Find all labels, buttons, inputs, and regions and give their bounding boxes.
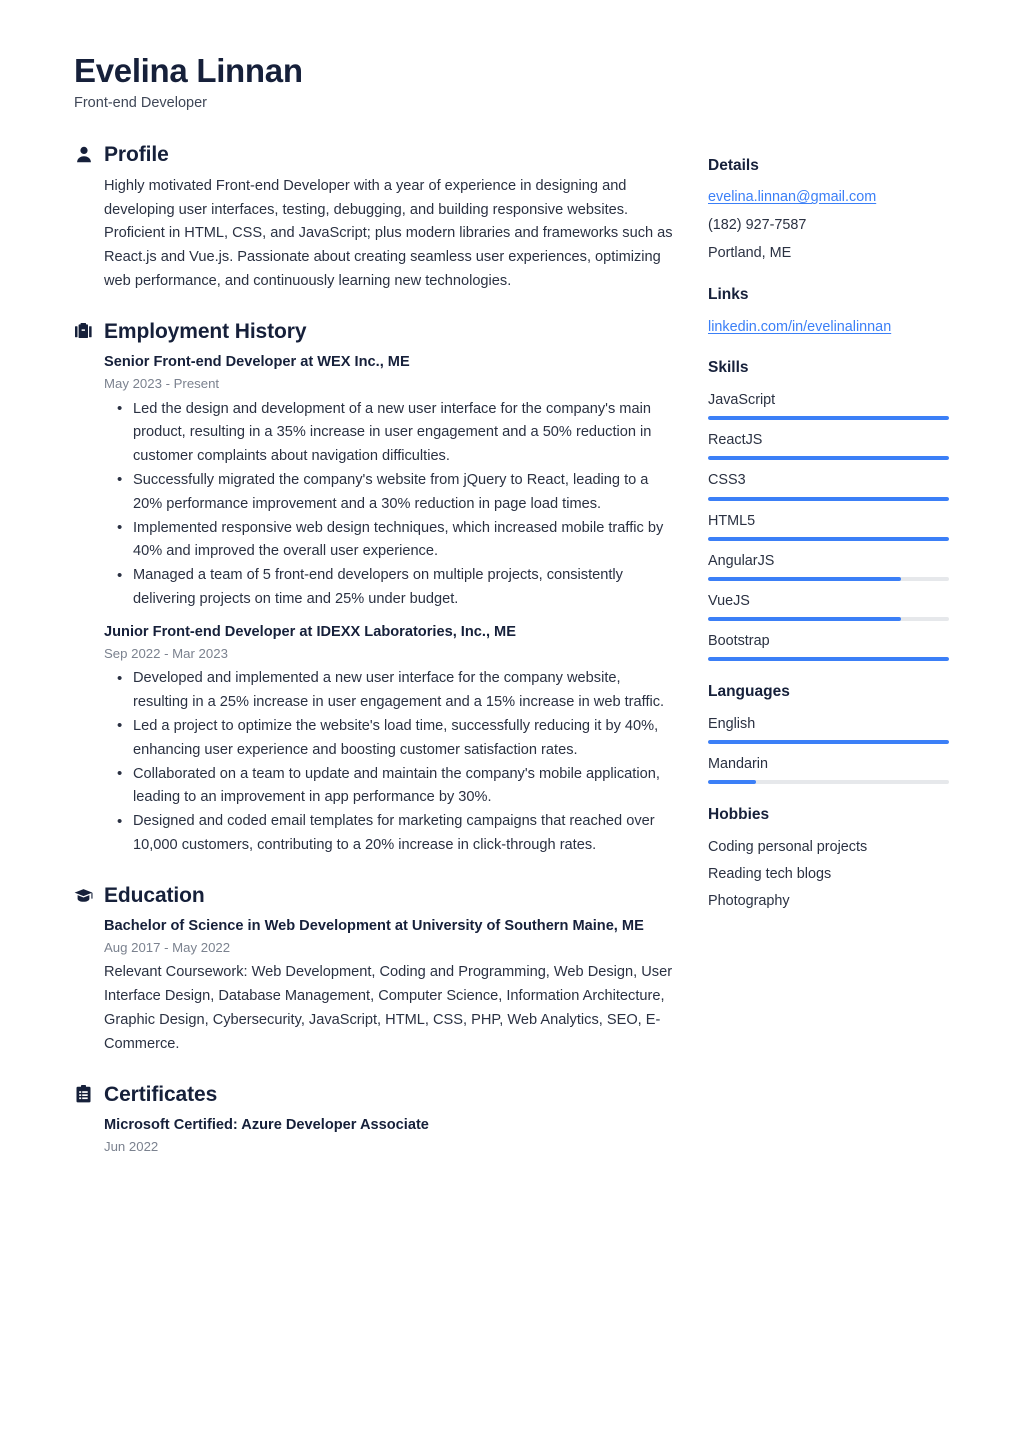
skill-level-fill bbox=[708, 416, 949, 420]
resume-header bbox=[74, 52, 950, 113]
detail-location: Portland, ME bbox=[708, 245, 792, 262]
section-certificates bbox=[74, 1083, 674, 1157]
sidebar-languages bbox=[708, 683, 950, 784]
skill-item bbox=[708, 430, 950, 460]
clipboard-icon bbox=[74, 1083, 93, 1105]
hobby-item: Reading tech blogs bbox=[708, 865, 832, 882]
list-item: • Implemented responsive web design techniques, which increased mobile traffic by 40% and improved the overall user experience. bbox=[133, 517, 674, 565]
certificate-entry bbox=[104, 1115, 674, 1157]
skill-level-fill bbox=[708, 456, 949, 460]
sidebar-hobbies-title: Hobbies bbox=[708, 806, 770, 824]
skill-level-fill bbox=[708, 617, 901, 621]
main-column bbox=[74, 143, 674, 1163]
sidebar-languages-title: Languages bbox=[708, 683, 790, 701]
employment-entry-bullets bbox=[104, 398, 674, 612]
candidate-name: Evelina Linnan bbox=[74, 52, 303, 89]
skill-level-track bbox=[708, 416, 949, 420]
education-entry-date: Aug 2017 - May 2022 bbox=[104, 940, 231, 956]
section-employment bbox=[74, 320, 674, 858]
detail-phone: (182) 927-7587 bbox=[708, 217, 807, 234]
language-item bbox=[708, 754, 950, 784]
list-item: • Developed and implemented a new user interface for the company website, resulting in a 25% increase in user engagement and a 15% increase in web traffic. bbox=[133, 667, 674, 715]
profile-text: Highly motivated Front-end Developer with a year of experience in designing and developing user interfaces, testing, debugging, and building responsive websites. Proficient in HTML, CSS, and JavaScript; plus modern libraries and frameworks such as React.js and Vue.js. Passionate about creating seamless user experiences, optimizing web performance, and continuously learning new technologies. bbox=[104, 177, 673, 289]
section-profile-header bbox=[74, 143, 674, 166]
skill-label: VueJS bbox=[708, 592, 750, 609]
sidebar bbox=[708, 143, 950, 934]
skill-label: HTML5 bbox=[708, 512, 756, 529]
section-employment-header bbox=[74, 320, 674, 343]
candidate-job-title: Front-end Developer bbox=[74, 94, 207, 111]
skill-level-track bbox=[708, 657, 949, 661]
education-entry bbox=[104, 916, 674, 1057]
hobby-item: Coding personal projects bbox=[708, 838, 868, 855]
person-icon bbox=[74, 143, 93, 165]
employment-entry-date: Sep 2022 - Mar 2023 bbox=[104, 646, 228, 662]
section-profile-title: Profile bbox=[104, 142, 169, 166]
section-profile-body bbox=[74, 175, 674, 294]
list-item: • Managed a team of 5 front-end developers on multiple projects, consistently delivering projects on time and 25% under budget. bbox=[133, 564, 674, 612]
email-link[interactable]: evelina.linnan@gmail.com bbox=[708, 189, 877, 206]
skill-level-track bbox=[708, 617, 949, 621]
language-label: Mandarin bbox=[708, 755, 768, 772]
education-entry-title: Bachelor of Science in Web Development at University of Southern Maine, ME bbox=[104, 917, 644, 934]
linkedin-link[interactable]: linkedin.com/in/evelinalinnan bbox=[708, 318, 892, 335]
graduation-cap-icon bbox=[74, 884, 93, 906]
section-education bbox=[74, 884, 674, 1057]
detail-email-row bbox=[708, 187, 950, 208]
language-level-fill bbox=[708, 780, 756, 784]
certificate-entry-title: Microsoft Certified: Azure Developer Associate bbox=[104, 1116, 429, 1133]
employment-entry bbox=[104, 352, 674, 612]
skill-level-fill bbox=[708, 577, 901, 581]
skill-label: CSS3 bbox=[708, 472, 746, 489]
skill-item bbox=[708, 631, 950, 661]
employment-entry-date: May 2023 - Present bbox=[104, 376, 220, 392]
skill-item bbox=[708, 390, 950, 420]
hobby-item: Photography bbox=[708, 893, 790, 909]
link-row bbox=[708, 317, 950, 338]
sidebar-details-title: Details bbox=[708, 156, 759, 174]
education-entry-description: Relevant Coursework: Web Development, Coding and Programming, Web Design, User Interface Design, Database Management, Computer Science, Information Architecture, Graphic Design, Cybersecurity, JavaScript, HTML, CSS, PHP, Web Analytics, SEO, E-Commerce. bbox=[104, 964, 673, 1052]
language-level-fill bbox=[708, 740, 949, 744]
language-item bbox=[708, 714, 950, 744]
section-education-body bbox=[74, 916, 674, 1057]
skill-label: ReactJS bbox=[708, 432, 763, 449]
skill-level-fill bbox=[708, 537, 949, 541]
section-certificates-header bbox=[74, 1083, 674, 1106]
section-employment-title: Employment History bbox=[104, 319, 307, 343]
list-item: • Collaborated on a team to update and maintain the company's mobile application, leading to an improvement in app performance by 30%. bbox=[133, 763, 674, 811]
language-level-track bbox=[708, 780, 949, 784]
sidebar-hobbies bbox=[708, 806, 950, 912]
employment-entry-bullets bbox=[104, 667, 674, 857]
employment-entry bbox=[104, 622, 674, 858]
sidebar-details bbox=[708, 157, 950, 264]
skill-level-track bbox=[708, 497, 949, 501]
skill-level-track bbox=[708, 577, 949, 581]
list-item: • Successfully migrated the company's website from jQuery to React, leading to a 20% performance improvement and a 30% reduction in page load times. bbox=[133, 469, 674, 517]
sidebar-skills bbox=[708, 359, 950, 661]
skill-label: JavaScript bbox=[708, 392, 776, 409]
section-certificates-title: Certificates bbox=[104, 1082, 218, 1106]
employment-entry-title: Junior Front-end Developer at IDEXX Laboratories, Inc., ME bbox=[104, 623, 516, 640]
skill-label: AngularJS bbox=[708, 552, 775, 569]
section-certificates-body bbox=[74, 1115, 674, 1157]
skill-level-fill bbox=[708, 657, 949, 661]
language-label: English bbox=[708, 715, 756, 732]
list-item: • Led a project to optimize the website's load time, successfully reducing it by 40%, enhancing user experience and boosting customer satisfaction rates. bbox=[133, 715, 674, 763]
resume-body bbox=[74, 143, 950, 1163]
sidebar-skills-title: Skills bbox=[708, 359, 749, 377]
sidebar-links bbox=[708, 286, 950, 337]
section-education-header bbox=[74, 884, 674, 907]
skill-level-fill bbox=[708, 497, 949, 501]
employment-entry-title: Senior Front-end Developer at WEX Inc., ME bbox=[104, 353, 410, 370]
briefcase-icon bbox=[74, 320, 93, 342]
section-education-title: Education bbox=[104, 883, 205, 907]
certificate-entry-date: Jun 2022 bbox=[104, 1139, 159, 1155]
language-level-track bbox=[708, 740, 949, 744]
list-item: • Led the design and development of a new user interface for the company's main product, resulting in a 35% increase in user engagement and a 50% reduction in customer complaints about navigation difficulties. bbox=[133, 398, 674, 469]
skill-level-track bbox=[708, 456, 949, 460]
skill-item bbox=[708, 551, 950, 581]
sidebar-links-title: Links bbox=[708, 286, 749, 303]
skill-item bbox=[708, 511, 950, 541]
skill-level-track bbox=[708, 537, 949, 541]
section-employment-body bbox=[74, 352, 674, 858]
skill-label: Bootstrap bbox=[708, 633, 770, 649]
section-profile bbox=[74, 143, 674, 294]
list-item: • Designed and coded email templates for marketing campaigns that reached over 10,000 customers, contributing to a 20% increase in click-through rates. bbox=[133, 810, 674, 858]
skill-item bbox=[708, 470, 950, 500]
skill-item bbox=[708, 591, 950, 621]
